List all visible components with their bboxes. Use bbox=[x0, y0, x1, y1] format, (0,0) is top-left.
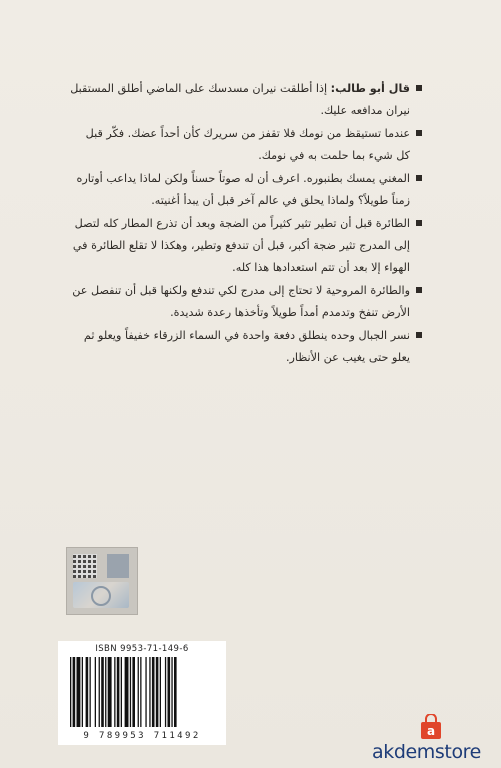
barcode-bar bbox=[156, 657, 159, 727]
barcode-bar bbox=[174, 657, 177, 727]
bullet-icon bbox=[416, 332, 422, 338]
quote-lead: قال أبو طالب: bbox=[330, 82, 410, 95]
quote-item bbox=[70, 213, 422, 279]
barcode-bar bbox=[86, 657, 89, 727]
quote-text: إذا أطلقت نيران مسدسك على الماضي أطلق المستقبل نيران مدافعه عليك. bbox=[70, 82, 410, 117]
barcode-bar bbox=[70, 657, 71, 727]
bullet-icon bbox=[416, 220, 422, 226]
barcode-bar bbox=[117, 657, 120, 727]
quote-list bbox=[70, 78, 422, 370]
quote-item bbox=[70, 168, 422, 212]
quote-item bbox=[70, 280, 422, 324]
logo-letter: a bbox=[426, 724, 436, 738]
barcode-bar bbox=[149, 657, 150, 727]
barcode-bar bbox=[105, 657, 106, 727]
hologram-icon bbox=[73, 582, 129, 608]
quote-item bbox=[70, 123, 422, 167]
barcode-bar bbox=[125, 657, 129, 727]
barcode-bar bbox=[99, 657, 100, 727]
barcode-bar bbox=[140, 657, 141, 727]
quote-text: المغني يمسك بطنبوره. اعرف أن له صوتاً حسناً ولكن لماذا يداعب أوتاره زمناً طويلاً؟ ولماذا يحلق في عالم آخر قبل أن يبدأ أغنيته. bbox=[76, 172, 410, 207]
barcode-icon bbox=[70, 657, 218, 727]
barcode-bar bbox=[160, 657, 161, 727]
barcode-bar bbox=[171, 657, 172, 727]
sticker-label bbox=[107, 554, 129, 578]
quote-text: نسر الجبال وحده ينطلق دفعة واحدة في السماء الزرقاء خفيفاً ويعلو ثم يعلو حتى يغيب عن الأنظار. bbox=[83, 329, 410, 364]
barcode-bar bbox=[168, 657, 171, 727]
barcode-bar bbox=[121, 657, 122, 727]
barcode-bar bbox=[73, 657, 76, 727]
barcode-bar bbox=[138, 657, 139, 727]
barcode-digits: 9 789953 711492 bbox=[83, 731, 201, 741]
hologram-sticker bbox=[66, 547, 138, 615]
barcode-bar bbox=[82, 657, 83, 727]
store-wordmark: akdemstore bbox=[372, 741, 481, 763]
barcode-bar bbox=[130, 657, 131, 727]
barcode-bar bbox=[165, 657, 166, 727]
quote-text: والطائرة المروحية لا تحتاج إلى مدرج لكي تندفع ولكنها قبل أن تنفصل عن الأرض تنفخ وتدمدم أمداً طويلاً وتأخذها رعدة شديدة. bbox=[72, 284, 410, 319]
isbn-barcode bbox=[58, 641, 226, 745]
bullet-icon bbox=[416, 85, 422, 91]
quote-text: عندما تستيقظ من نومك فلا تقفز من سريرك كأن أحداً عضك. فكّر قبل كل شيء بما حلمت به في نومك. bbox=[85, 127, 410, 162]
quote-item bbox=[70, 78, 422, 122]
barcode-bar bbox=[145, 657, 146, 727]
store-logo[interactable] bbox=[372, 714, 501, 768]
bullet-icon bbox=[416, 175, 422, 181]
barcode-bar bbox=[77, 657, 81, 727]
bullet-icon bbox=[416, 130, 422, 136]
isbn-label: ISBN 9953-71-149-6 bbox=[95, 644, 189, 654]
barcode-bar bbox=[114, 657, 115, 727]
quote-item bbox=[70, 325, 422, 369]
barcode-bar bbox=[90, 657, 91, 727]
bullet-icon bbox=[416, 287, 422, 293]
barcode-bar bbox=[152, 657, 155, 727]
quote-text: الطائرة قبل أن تطير تثير كثيراً من الضجة وبعد أن تذرع المطار كله لتصل إلى المدرج تثير ضجة أكبر، قبل أن تندفع وتطير، وهكذا لا تقلع الطائرة في الهواء إلا بعد أن تتم استعدادها هذا كله. bbox=[72, 217, 410, 274]
barcode-bar bbox=[108, 657, 112, 727]
shopping-bag-icon bbox=[419, 714, 443, 740]
barcode-bar bbox=[132, 657, 135, 727]
barcode-bar bbox=[95, 657, 96, 727]
barcode-bar bbox=[101, 657, 104, 727]
